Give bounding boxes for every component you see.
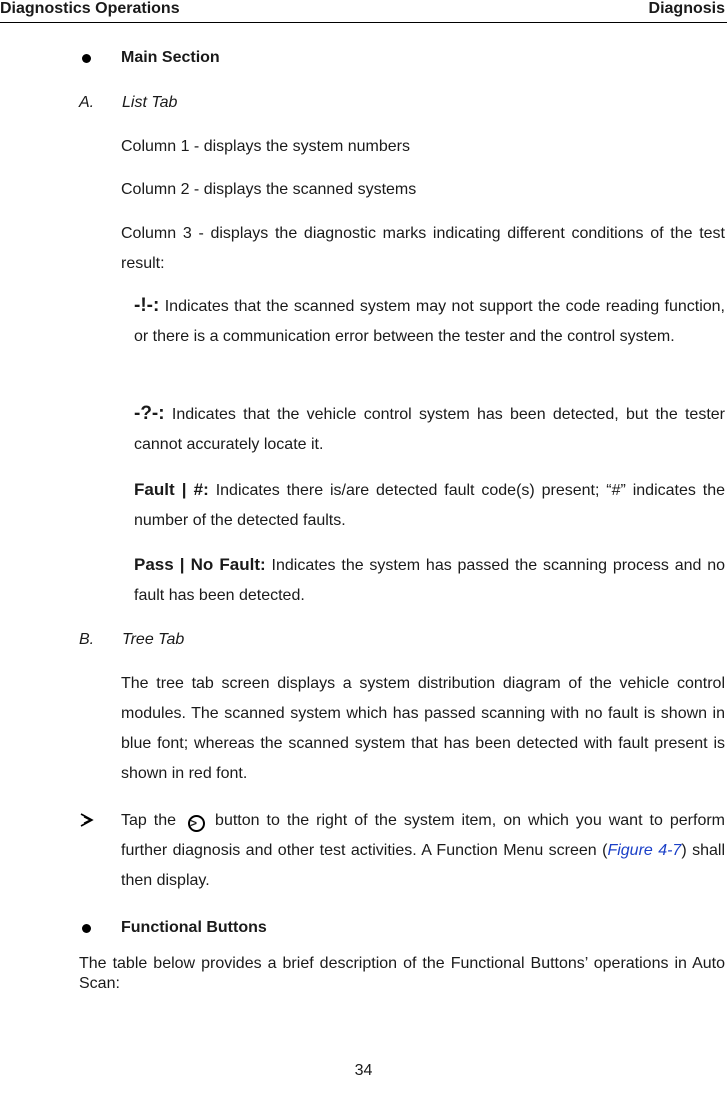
mark-item <box>134 291 725 352</box>
mark-symbol: -?-: <box>134 403 165 424</box>
mark-item <box>134 550 725 611</box>
bullet-dot-icon <box>82 54 91 63</box>
tree-tab-body: The tree tab screen displays a system distribution diagram of the vehicle control modules. The scanned system which has passed scanning with no fault is shown in blue font; whereas the scanned system that has been detected with fault present is shown in red font. <box>121 675 725 782</box>
header-section-title: Diagnostics Operations <box>0 0 180 17</box>
figure-link[interactable]: Figure 4-7 <box>607 842 682 859</box>
circle-arrow-icon: > <box>188 815 205 832</box>
tap-end: ) shall then display. <box>121 842 725 889</box>
tap-instruction <box>121 806 725 896</box>
arrow-bullet-icon <box>80 813 94 827</box>
column-1-text: Column 1 - displays the system numbers <box>121 138 410 155</box>
mark-description: Indicates that the vehicle control system has been detected, but the tester cannot accurately locate it. <box>134 406 725 453</box>
mark-item <box>134 399 725 460</box>
functional-buttons-heading: Functional Buttons <box>121 919 267 936</box>
column-3-text: Column 3 - displays the diagnostic marks indicating different conditions of the test result: <box>121 225 725 272</box>
list-tab-title: List Tab <box>122 94 178 111</box>
tap-before: Tap the <box>121 812 177 829</box>
mark-description: Indicates that the scanned system may not support the code reading function, or there is a communication error between the tester and the control system. <box>134 298 725 345</box>
bullet-dot-icon <box>82 924 91 933</box>
page-number: 34 <box>354 1062 373 1079</box>
tap-after: button to the right of the system item, on which you want to perform further diagnosis and other test activities. A Function Menu screen ( <box>121 812 725 859</box>
mark-description: Indicates there is/are detected fault code(s) present; “#” indicates the number of the detected faults. <box>134 482 726 529</box>
mark-item <box>134 475 725 536</box>
mark-symbol: Pass | No Fault: <box>134 555 266 574</box>
tree-tab-title: Tree Tab <box>122 631 185 648</box>
functional-buttons-body: The table below provides a brief description of the Functional Buttons’ operations in Auto Scan: <box>79 955 725 992</box>
tree-tab-letter: B. <box>79 631 95 648</box>
main-section-heading: Main Section <box>121 49 220 66</box>
mark-symbol: -!-: <box>134 295 160 316</box>
mark-description: Indicates the system has passed the scanning process and no fault has been detected. <box>134 557 726 604</box>
header-chapter-title: Diagnosis <box>648 0 725 17</box>
mark-symbol: Fault | #: <box>134 480 209 499</box>
column-2-text: Column 2 - displays the scanned systems <box>121 181 417 198</box>
page-header <box>0 0 727 23</box>
list-tab-letter: A. <box>79 94 95 111</box>
